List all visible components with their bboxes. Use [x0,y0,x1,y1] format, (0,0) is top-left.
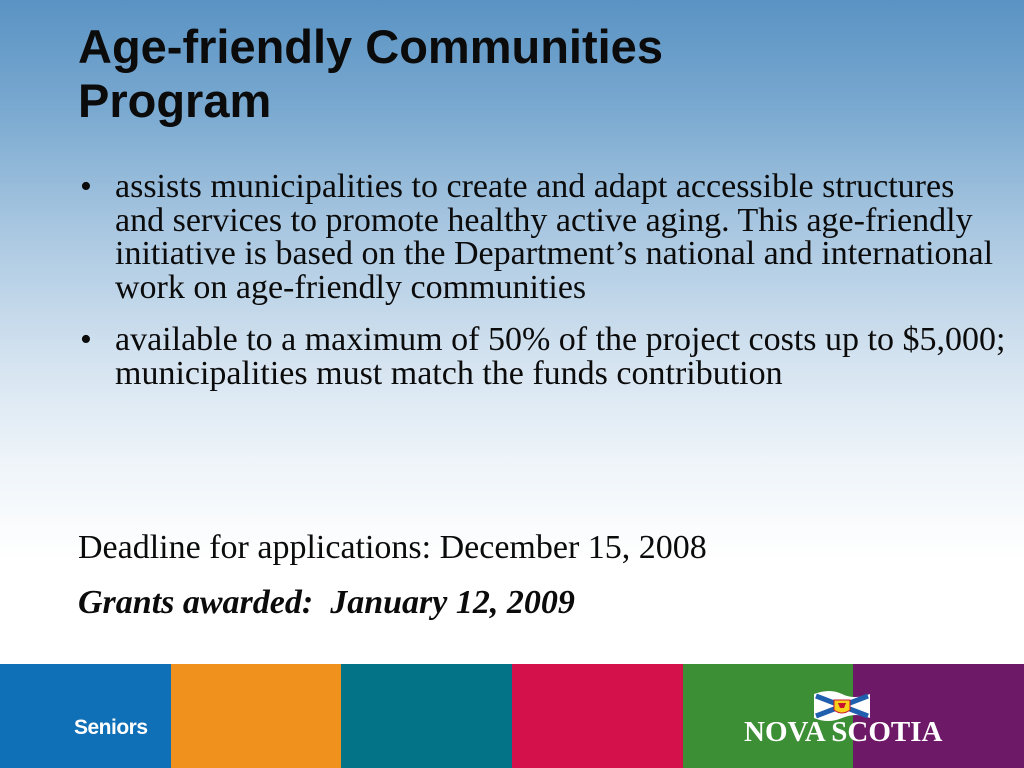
bullet-mark: • [80,321,92,358]
footer-band-red [512,664,683,768]
grants-awarded-text: Grants awarded: January 12, 2009 [78,584,575,621]
footer-band-teal [341,664,512,768]
bullet-list [78,170,1008,409]
nova-scotia-logo [744,688,954,752]
bullet-text: available to a maximum of 50% of the project costs up to $5,000; municipalities must match the funds contribution [115,321,1006,392]
logo-text: NOVA SCOTIA [744,716,943,748]
footer-seniors-label: Seniors [74,716,148,739]
bullet-text: assists municipalities to create and adapt accessible structures and services to promote healthy active aging. This age-friendly initiative is based on the Department’s national and international work on age-friendly communities [115,168,994,306]
slide-title [78,20,978,128]
title-line-2: Program [78,74,272,127]
title-line-1: Age-friendly Communities [78,20,663,73]
bullet-item [78,323,1008,390]
footer-band-orange [171,664,342,768]
bullet-item [78,170,1008,304]
deadline-text: Deadline for applications: December 15, 2008 [78,529,707,566]
bullet-mark: • [80,168,92,205]
